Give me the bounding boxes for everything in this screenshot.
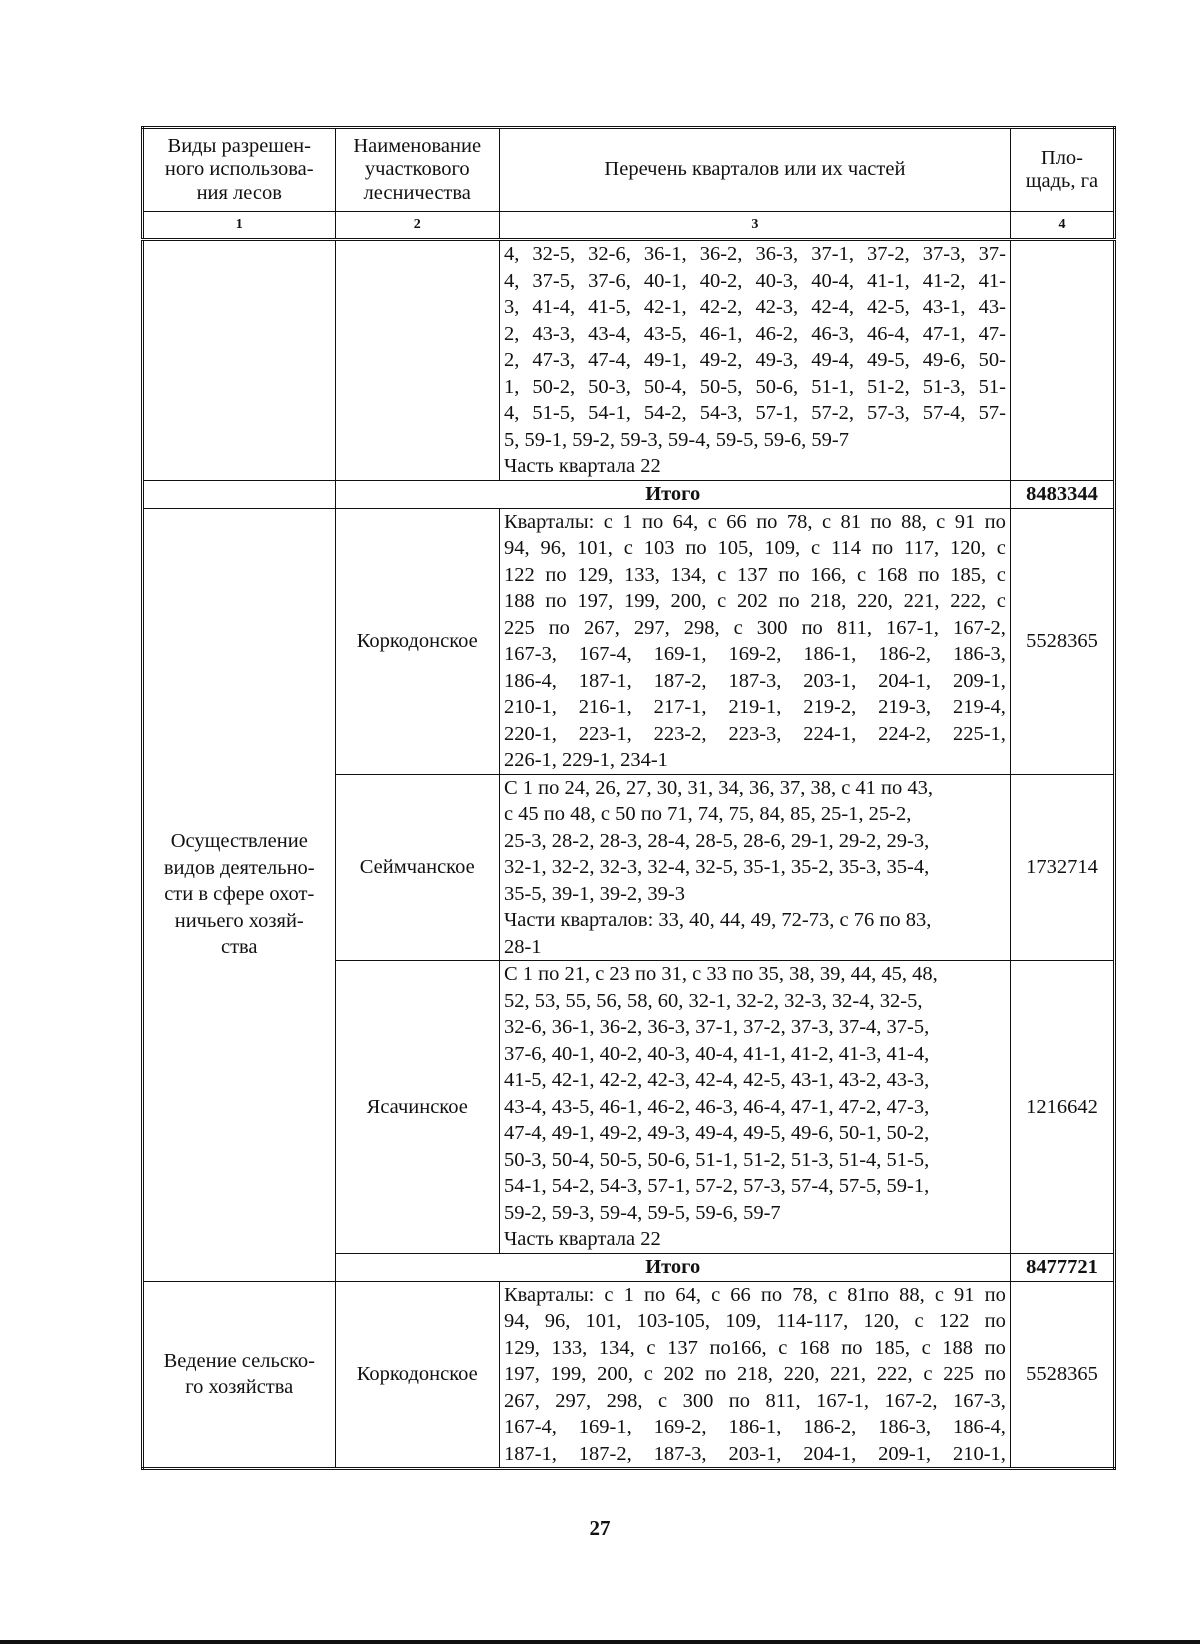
total-label: Итого <box>335 480 1010 508</box>
total-value: 8483344 <box>1010 480 1114 508</box>
use-type-line: видов деятельно- <box>163 856 315 879</box>
quarters-line: С 1 по 24, 26, 27, 30, 31, 34, 36, 37, 38, с 41 по 43, <box>503 776 934 799</box>
use-type-line: ства <box>220 936 258 959</box>
quarters-line: 37-6, 40-1, 40-2, 40-3, 40-4, 41-1, 41-2, 41-3, 41-4, <box>503 1042 930 1065</box>
quarters-line: 267, 297, 298, с 300 по 811, 167-1, 167-2, 167-3, <box>503 1389 1006 1412</box>
quarters-line: 4, 37-5, 37-6, 40-1, 40-2, 40-3, 40-4, 41-1, 41-2, 41- <box>503 269 1006 292</box>
header-line: ного использова- <box>164 158 314 181</box>
use-type-cell <box>143 508 336 1281</box>
quarters-line: с 45 по 48, с 50 по 71, 74, 75, 84, 85, 25-1, 25-2, <box>503 803 912 825</box>
header-use-type <box>143 128 336 212</box>
quarters-cell <box>499 961 1010 1254</box>
forestry-name: Коркодонское <box>335 1281 499 1469</box>
quarters-line: 35-5, 39-1, 39-2, 39-3 <box>503 882 685 905</box>
header-line: щадь, га <box>1025 170 1099 192</box>
quarters-line: 122 по 129, 133, 134, с 137 по 166, с 168 по 185, с <box>503 563 1006 586</box>
total-value: 8477721 <box>1010 1253 1114 1281</box>
quarters-line: Часть квартала 22 <box>503 455 661 477</box>
header-line: участкового <box>364 158 470 181</box>
area-value: 5528365 <box>1010 1281 1114 1469</box>
header-area <box>1010 128 1114 212</box>
quarters-line: 54-1, 54-2, 54-3, 57-1, 57-2, 57-3, 57-4, 57-5, 59-1, <box>503 1175 930 1197</box>
forest-use-table <box>141 126 1116 1470</box>
quarters-line: 186-4, 187-1, 187-2, 187-3, 203-1, 204-1, 209-1, <box>503 669 1006 692</box>
quarters-line: 167-3, 167-4, 169-1, 169-2, 186-1, 186-2, 186-3, <box>503 643 1006 665</box>
quarters-line: 4, 32-5, 32-6, 36-1, 36-2, 36-3, 37-1, 37-2, 37-3, 37- <box>503 243 1006 265</box>
use-type-cell <box>143 1281 336 1469</box>
quarters-line: 129, 133, 134, с 137 по166, с 168 по 185, с 188 по <box>503 1336 1006 1359</box>
use-type-line: Ведение сельско- <box>163 1349 315 1372</box>
quarters-line: 32-1, 32-2, 32-3, 32-4, 32-5, 35-1, 35-2, 35-3, 35-4, <box>503 856 930 878</box>
use-type-line: сти в сфере охот- <box>164 883 315 906</box>
quarters-line: 25-3, 28-2, 28-3, 28-4, 28-5, 28-6, 29-1, 29-2, 29-3, <box>503 829 930 852</box>
header-line: ния лесов <box>196 181 282 204</box>
quarters-line: Кварталы: с 1 по 64, с 66 по 78, с 81 по 88, с 91 по <box>503 510 1006 533</box>
quarters-line: 1, 50-2, 50-3, 50-4, 50-5, 50-6, 51-1, 51-2, 51-3, 51- <box>503 375 1006 398</box>
quarters-line: 210-1, 216-1, 217-1, 219-1, 219-2, 219-3, 219-4, <box>503 696 1006 718</box>
use-type-cell <box>143 240 336 481</box>
table-row <box>143 1281 1115 1469</box>
quarters-line: 2, 43-3, 43-4, 43-5, 46-1, 46-2, 46-3, 46-4, 47-1, 47- <box>503 322 1006 345</box>
quarters-line: Часть квартала 22 <box>503 1228 661 1250</box>
quarters-cell <box>499 240 1010 481</box>
area-value: 1216642 <box>1010 961 1114 1254</box>
column-number: 4 <box>1010 212 1114 240</box>
quarters-line: С 1 по 21, с 23 по 31, с 33 по 35, 38, 39, 44, 45, 48, <box>503 963 938 985</box>
quarters-line: 28-1 <box>503 935 542 958</box>
use-type-line: Осуществление <box>170 830 308 853</box>
header-forestry <box>335 128 499 212</box>
quarters-line: 50-3, 50-4, 50-5, 50-6, 51-1, 51-2, 51-3, 51-4, 51-5, <box>503 1148 930 1171</box>
quarters-line: 94, 96, 101, 103-105, 109, 114-117, 120, с 122 по <box>503 1310 1006 1332</box>
table-row <box>143 240 1115 481</box>
quarters-line: 52, 53, 55, 56, 58, 60, 32-1, 32-2, 32-3, 32-4, 32-5, <box>503 989 923 1012</box>
total-row <box>143 480 1115 508</box>
page-number: 27 <box>589 1516 611 1540</box>
quarters-line: 225 по 267, 297, 298, с 300 по 811, 167-1, 167-2, <box>503 616 1006 639</box>
quarters-line: 5, 59-1, 59-2, 59-3, 59-4, 59-5, 59-6, 59-7 <box>503 428 849 451</box>
use-type-cell <box>143 480 336 508</box>
header-line: Виды разрешен- <box>167 134 311 157</box>
total-label: Итого <box>335 1253 1010 1281</box>
quarters-cell <box>499 1281 1010 1469</box>
bottom-divider <box>0 1640 1200 1644</box>
header-line: лесничества <box>363 181 471 204</box>
column-number: 1 <box>143 212 336 240</box>
quarters-line: 4, 51-5, 54-1, 54-2, 54-3, 57-1, 57-2, 57-3, 57-4, 57- <box>503 402 1006 424</box>
area-cell <box>1010 240 1114 481</box>
quarters-line: 167-4, 169-1, 169-2, 186-1, 186-2, 186-3, 186-4, <box>503 1416 1006 1438</box>
quarters-line: 94, 96, 101, с 103 по 105, 109, с 114 по 117, 120, с <box>503 537 1006 559</box>
column-number: 3 <box>499 212 1010 240</box>
forestry-cell <box>335 240 499 481</box>
column-number-row <box>143 212 1115 240</box>
column-number: 2 <box>335 212 499 240</box>
header-quarters: Перечень кварталов или их частей <box>499 128 1010 212</box>
quarters-line: 32-6, 36-1, 36-2, 36-3, 37-1, 37-2, 37-3, 37-4, 37-5, <box>503 1016 930 1038</box>
table-row <box>143 508 1115 774</box>
quarters-line: 3, 41-4, 41-5, 42-1, 42-2, 42-3, 42-4, 42-5, 43-1, 43- <box>503 296 1006 318</box>
forestry-name: Коркодонское <box>335 508 499 774</box>
quarters-line: 43-4, 43-5, 46-1, 46-2, 46-3, 46-4, 47-1, 47-2, 47-3, <box>503 1095 930 1118</box>
quarters-line: 197, 199, 200, с 202 по 218, 220, 221, 222, с 225 по <box>503 1363 1006 1385</box>
quarters-line: 2, 47-3, 47-4, 49-1, 49-2, 49-3, 49-4, 49-5, 49-6, 50- <box>503 349 1006 371</box>
quarters-line: 47-4, 49-1, 49-2, 49-3, 49-4, 49-5, 49-6, 50-1, 50-2, <box>503 1122 930 1144</box>
quarters-line: 188 по 197, 199, 200, с 202 по 218, 220, 221, 222, с <box>503 590 1006 612</box>
area-value: 1732714 <box>1010 774 1114 961</box>
area-value: 5528365 <box>1010 508 1114 774</box>
quarters-cell <box>499 508 1010 774</box>
quarters-line: Части кварталов: 33, 40, 44, 49, 72-73, с 76 по 83, <box>503 909 932 931</box>
quarters-line: 41-5, 42-1, 42-2, 42-3, 42-4, 42-5, 43-1, 43-2, 43-3, <box>503 1069 930 1091</box>
header-line: Пло- <box>1040 146 1084 169</box>
forestry-name: Сеймчанское <box>335 774 499 961</box>
table-header-row <box>143 128 1115 212</box>
quarters-line: 226-1, 229-1, 234-1 <box>503 749 668 771</box>
quarters-line: 187-1, 187-2, 187-3, 203-1, 204-1, 209-1, 210-1, <box>503 1442 1006 1465</box>
use-type-line: го хозяйства <box>185 1376 294 1399</box>
quarters-line: 220-1, 223-1, 223-2, 223-3, 224-1, 224-2, 225-1, <box>503 722 1006 745</box>
use-type-line: ничьего хозяй- <box>174 909 304 932</box>
header-line: Наименование <box>353 134 482 157</box>
forestry-name: Ясачинское <box>335 961 499 1254</box>
quarters-line: Кварталы: с 1 по 64, с 66 по 78, с 81по 88, с 91 по <box>503 1283 1006 1306</box>
quarters-cell <box>499 774 1010 961</box>
quarters-line: 59-2, 59-3, 59-4, 59-5, 59-6, 59-7 <box>503 1201 781 1224</box>
